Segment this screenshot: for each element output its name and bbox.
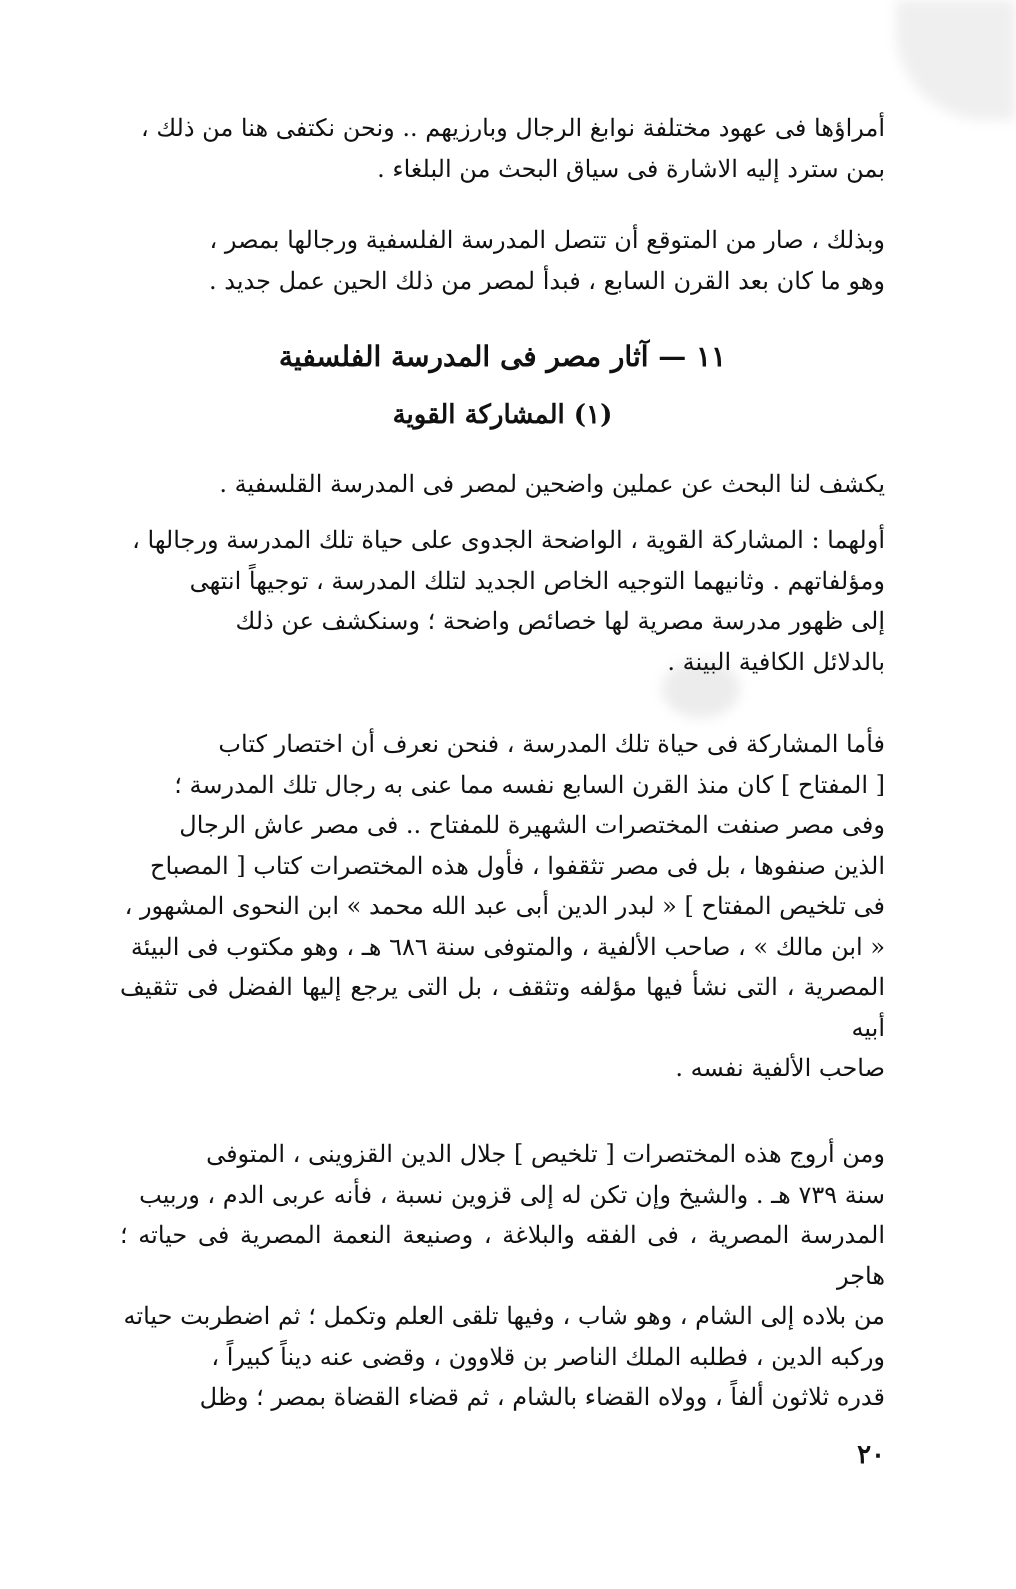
text-line: صاحب الألفية نفسه .: [675, 1054, 885, 1082]
text-line: قدره ثلاثون ألفاً ، وولاه القضاء بالشام ، ثم قضاء القضاة بمصر ؛ وظل: [199, 1383, 885, 1411]
paragraph-summaries: [120, 1134, 885, 1418]
text-line: المصرية ، التى نشأ فيها مؤلفه وتثقف ، بل التى يرجع إليها الفضل فى تثقيف أبيه: [120, 973, 885, 1042]
text-line: من بلاده إلى الشام ، وهو شاب ، وفيها تلقى العلم وتكمل ؛ ثم اضطربت حياته: [123, 1302, 885, 1330]
intro-paragraph: [120, 108, 885, 189]
text-line: يكشف لنا البحث عن عملين واضحين لمصر فى المدرسة القلسفية .: [219, 470, 885, 498]
paragraph-reveal: [120, 464, 885, 505]
text-line: بالدلائل الكافية البينة .: [667, 647, 885, 676]
text-line: « ابن مالك » ، صاحب الألفية ، والمتوفى سنة ٦٨٦ هـ ، وهو مكتوب فى البيئة: [130, 932, 885, 961]
text-line: وفى مصر صنفت المختصرات الشهيرة للمفتاح .. فى مصر عاش الرجال: [179, 811, 885, 839]
text-line: المدرسة المصرية ، فى الفقه والبلاغة ، وصنيعة النعمة المصرية فى حياته ؛ هاجر: [120, 1221, 885, 1290]
text-line: [ المفتاح ] كان منذ القرن السابع نفسه مما عنى به رجال تلك المدرسة ؛: [174, 770, 885, 799]
paragraph-first: [120, 520, 885, 682]
section-heading: ١١ — آثار مصر فى المدرسة الفلسفية: [278, 340, 727, 373]
text-line: ومؤلفاتهم . وثانيهما التوجيه الخاص الجديد لتلك المدرسة ، توجيهاً انتهى: [189, 566, 885, 595]
page-number: ٢٠: [857, 1440, 885, 1470]
text-line: وهو ما كان بعد القرن السابع ، فبدأ لمصر من ذلك الحين عمل جديد .: [209, 266, 885, 295]
text-line: إلى ظهور مدرسة مصرية لها خصائص واضحة ؛ وسنكشف عن ذلك: [235, 607, 885, 635]
text-line: الذين صنفوها ، بل فى مصر تثقفوا ، فأول هذه المختصرات كتاب [ المصباح: [149, 851, 885, 880]
scan-smudge: [896, 0, 1016, 120]
sub-heading: (١) المشاركة القوية: [392, 400, 613, 430]
text-line: أمراؤها فى عهود مختلفة نوابغ الرجال وبارزيهم .. ونحن نكتفى هنا من ذلك ،: [140, 114, 885, 142]
text-line: وركبه الدين ، فطلبه الملك الناصر بن قلاوون ، وقضى عنه ديناً كبيراً ،: [211, 1342, 885, 1371]
text-line: فأما المشاركة فى حياة تلك المدرسة ، فنحن نعرف أن اختصار كتاب: [218, 730, 885, 758]
text-line: أولهما : المشاركة القوية ، الواضحة الجدوى على حياة تلك المدرسة ورجالها ،: [132, 526, 885, 554]
paragraph-expectation: [120, 220, 885, 301]
text-line: فى تلخيص المفتاح ] « لبدر الدين أبى عبد الله محمد » ابن النحوى المشهور ،: [124, 892, 885, 920]
text-line: ومن أروج هذه المختصرات [ تلخيص ] جلال الدين القزوينى ، المتوفى: [206, 1140, 885, 1168]
paragraph-participation: [120, 724, 885, 1089]
text-line: وبذلك ، صار من المتوقع أن تتصل المدرسة الفلسفية ورجالها بمصر ،: [209, 226, 885, 254]
text-line: سنة ٧٣٩ هـ . والشيخ وإن تكن له إلى قزوين نسبة ، فأنه عربى الدم ، وربيب: [139, 1180, 885, 1209]
text-line: بمن سترد إليه الاشارة فى سياق البحث من البلغاء .: [377, 154, 885, 183]
